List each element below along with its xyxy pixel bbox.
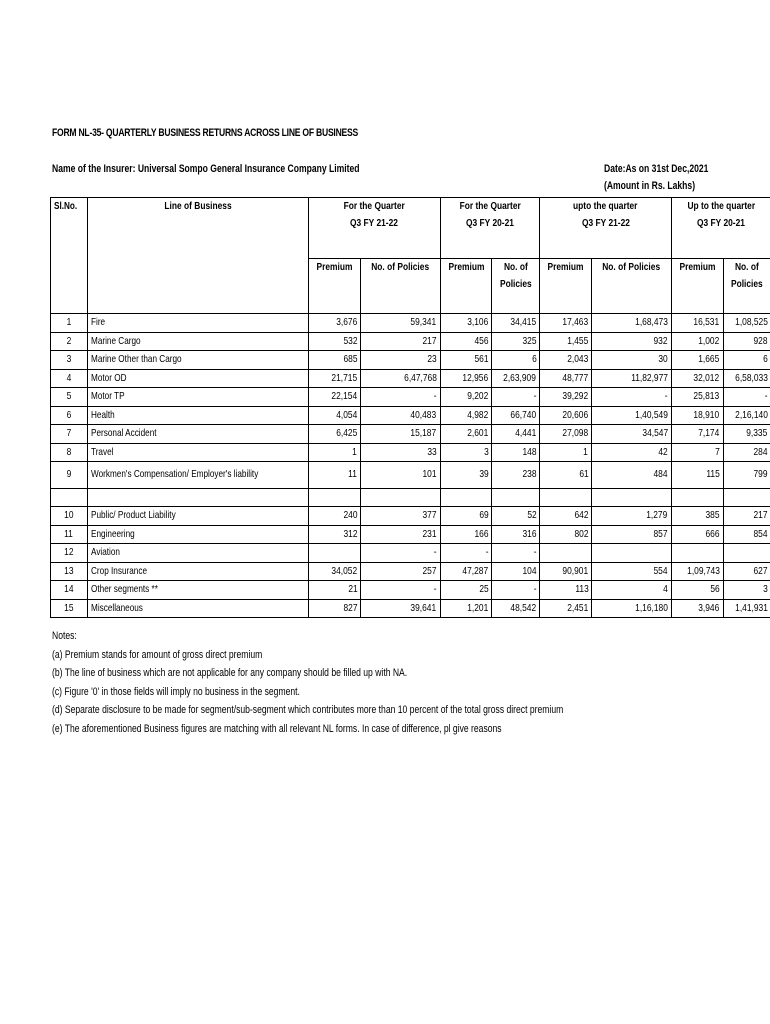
table-row xyxy=(51,406,770,425)
table-row xyxy=(51,507,770,526)
premium-cell: 312 xyxy=(309,525,361,544)
premium-cell: 17,463 xyxy=(540,314,592,333)
premium-cell: 532 xyxy=(309,332,361,351)
premium-cell: 12,956 xyxy=(440,369,492,388)
premium-cell: 3,106 xyxy=(440,314,492,333)
policies-cell: 48,542 xyxy=(492,599,540,618)
policies-cell: - xyxy=(361,388,440,407)
policies-cell: 42 xyxy=(592,443,671,462)
row-sl-no: 4 xyxy=(51,369,88,388)
premium-cell: 20,606 xyxy=(540,406,592,425)
date-label: Date:As on 31st Dec,2021 xyxy=(604,163,709,175)
premium-cell: 7 xyxy=(671,443,723,462)
policies-cell: 39,641 xyxy=(361,599,440,618)
policies-cell: 325 xyxy=(492,332,540,351)
group-header-upto-fy2122: upto the quarter Q3 FY 21-22 xyxy=(540,198,671,259)
policies-cell: 284 xyxy=(723,443,770,462)
row-line-of-business: Travel xyxy=(87,443,308,462)
row-line-of-business: Aviation xyxy=(87,544,308,563)
policies-cell: 34,415 xyxy=(492,314,540,333)
policies-cell: 238 xyxy=(492,462,540,489)
row-sl-no: 1 xyxy=(51,314,88,333)
policies-cell: 52 xyxy=(492,507,540,526)
policies-cell: 2,63,909 xyxy=(492,369,540,388)
table-row xyxy=(51,581,770,600)
policies-cell: - xyxy=(492,388,540,407)
spacer-row xyxy=(51,489,770,507)
policies-header: No. of Policies xyxy=(492,259,540,314)
premium-cell: 115 xyxy=(671,462,723,489)
premium-cell: - xyxy=(440,544,492,563)
policies-cell: 3 xyxy=(723,581,770,600)
table-row xyxy=(51,369,770,388)
policies-cell: - xyxy=(492,544,540,563)
policies-cell: 23 xyxy=(361,351,440,370)
premium-header: Premium xyxy=(440,259,492,314)
premium-header: Premium xyxy=(671,259,723,314)
policies-cell: 101 xyxy=(361,462,440,489)
premium-cell: 2,043 xyxy=(540,351,592,370)
row-sl-no: 8 xyxy=(51,443,88,462)
premium-header: Premium xyxy=(540,259,592,314)
policies-cell: 11,82,977 xyxy=(592,369,671,388)
table-row xyxy=(51,332,770,351)
table-row xyxy=(51,314,770,333)
premium-cell: 2,451 xyxy=(540,599,592,618)
table-row xyxy=(51,562,770,581)
premium-cell: 166 xyxy=(440,525,492,544)
row-line-of-business: Personal Accident xyxy=(87,425,308,444)
row-sl-no: 12 xyxy=(51,544,88,563)
group-header-q3-fy2122: For the Quarter Q3 FY 21-22 xyxy=(309,198,440,259)
table-row xyxy=(51,544,770,563)
policies-cell: - xyxy=(723,388,770,407)
row-sl-no: 6 xyxy=(51,406,88,425)
row-line-of-business: Motor OD xyxy=(87,369,308,388)
table-row xyxy=(51,425,770,444)
premium-cell: 1,201 xyxy=(440,599,492,618)
policies-cell: 316 xyxy=(492,525,540,544)
premium-cell: 2,601 xyxy=(440,425,492,444)
table-row xyxy=(51,462,770,489)
policies-header: No. of Policies xyxy=(723,259,770,314)
note-item: (b) The line of business which are not applicable for any company should be filled up with NA. xyxy=(52,667,408,679)
premium-cell: 25,813 xyxy=(671,388,723,407)
notes-heading: Notes: xyxy=(52,630,77,642)
premium-header: Premium xyxy=(309,259,361,314)
policies-cell: 928 xyxy=(723,332,770,351)
row-sl-no: 5 xyxy=(51,388,88,407)
policies-cell: 257 xyxy=(361,562,440,581)
row-line-of-business: Miscellaneous xyxy=(87,599,308,618)
policies-cell: 40,483 xyxy=(361,406,440,425)
policies-cell: - xyxy=(361,581,440,600)
policies-cell: 34,547 xyxy=(592,425,671,444)
business-returns-table xyxy=(50,197,770,618)
row-line-of-business: Marine Other than Cargo xyxy=(87,351,308,370)
policies-cell: 484 xyxy=(592,462,671,489)
policies-cell: 6,58,033 xyxy=(723,369,770,388)
sl-no-header: Sl.No. xyxy=(51,198,88,259)
policies-cell: 6 xyxy=(723,351,770,370)
insurer-name: Name of the Insurer: Universal Sompo General Insurance Company Limited xyxy=(52,163,360,175)
policies-cell: 1,16,180 xyxy=(592,599,671,618)
premium-cell: 561 xyxy=(440,351,492,370)
premium-cell: 4,054 xyxy=(309,406,361,425)
premium-cell: 3,946 xyxy=(671,599,723,618)
policies-cell: 1,68,473 xyxy=(592,314,671,333)
policies-cell: 9,335 xyxy=(723,425,770,444)
premium-cell: 642 xyxy=(540,507,592,526)
premium-cell: 25 xyxy=(440,581,492,600)
table-row xyxy=(51,525,770,544)
policies-cell: 799 xyxy=(723,462,770,489)
policies-cell: 854 xyxy=(723,525,770,544)
policies-cell: 6,47,768 xyxy=(361,369,440,388)
premium-cell: 385 xyxy=(671,507,723,526)
premium-cell: 1,455 xyxy=(540,332,592,351)
premium-cell xyxy=(671,544,723,563)
row-line-of-business: Engineering xyxy=(87,525,308,544)
policies-cell: - xyxy=(592,388,671,407)
premium-cell: 1 xyxy=(309,443,361,462)
policies-header: No. of Policies xyxy=(361,259,440,314)
premium-cell xyxy=(540,544,592,563)
row-line-of-business: Other segments ** xyxy=(87,581,308,600)
row-sl-no: 15 xyxy=(51,599,88,618)
policies-cell: - xyxy=(492,581,540,600)
line-of-business-header: Line of Business xyxy=(87,198,308,259)
premium-cell: 69 xyxy=(440,507,492,526)
row-sl-no: 7 xyxy=(51,425,88,444)
premium-cell: 27,098 xyxy=(540,425,592,444)
row-line-of-business: Fire xyxy=(87,314,308,333)
premium-cell: 3,676 xyxy=(309,314,361,333)
row-sl-no: 2 xyxy=(51,332,88,351)
premium-cell: 56 xyxy=(671,581,723,600)
policies-cell: 15,187 xyxy=(361,425,440,444)
table-row xyxy=(51,599,770,618)
policies-cell: 33 xyxy=(361,443,440,462)
premium-cell: 22,154 xyxy=(309,388,361,407)
table-row xyxy=(51,351,770,370)
row-line-of-business: Public/ Product Liability xyxy=(87,507,308,526)
form-title: FORM NL-35- QUARTERLY BUSINESS RETURNS ACROSS LINE OF BUSINESS xyxy=(52,127,359,139)
policies-cell: 4 xyxy=(592,581,671,600)
premium-cell: 1,665 xyxy=(671,351,723,370)
premium-cell: 6,425 xyxy=(309,425,361,444)
amount-label: (Amount in Rs. Lakhs) xyxy=(604,180,696,192)
premium-cell: 7,174 xyxy=(671,425,723,444)
row-sl-no: 3 xyxy=(51,351,88,370)
policies-cell: 2,16,140 xyxy=(723,406,770,425)
policies-cell xyxy=(723,544,770,563)
policies-cell: 30 xyxy=(592,351,671,370)
policies-cell: 932 xyxy=(592,332,671,351)
row-sl-no: 14 xyxy=(51,581,88,600)
premium-cell: 90,901 xyxy=(540,562,592,581)
policies-cell xyxy=(592,544,671,563)
premium-cell: 18,910 xyxy=(671,406,723,425)
premium-cell: 113 xyxy=(540,581,592,600)
row-line-of-business: Marine Cargo xyxy=(87,332,308,351)
policies-cell: 4,441 xyxy=(492,425,540,444)
premium-cell: 456 xyxy=(440,332,492,351)
policies-cell: 59,341 xyxy=(361,314,440,333)
premium-cell: 16,531 xyxy=(671,314,723,333)
policies-cell: 6 xyxy=(492,351,540,370)
policies-cell: 554 xyxy=(592,562,671,581)
premium-cell: 3 xyxy=(440,443,492,462)
premium-cell: 21,715 xyxy=(309,369,361,388)
premium-cell: 1,002 xyxy=(671,332,723,351)
group-header-q3-fy2021: For the Quarter Q3 FY 20-21 xyxy=(440,198,540,259)
policies-cell: 217 xyxy=(723,507,770,526)
premium-cell: 802 xyxy=(540,525,592,544)
premium-cell xyxy=(309,544,361,563)
premium-cell: 34,052 xyxy=(309,562,361,581)
premium-cell: 240 xyxy=(309,507,361,526)
premium-cell: 4,982 xyxy=(440,406,492,425)
policies-header: No. of Policies xyxy=(592,259,671,314)
row-sl-no: 10 xyxy=(51,507,88,526)
policies-cell: 1,41,931 xyxy=(723,599,770,618)
note-item: (a) Premium stands for amount of gross direct premium xyxy=(52,648,263,661)
notes-section xyxy=(52,627,563,738)
premium-cell: 827 xyxy=(309,599,361,618)
policies-cell: 231 xyxy=(361,525,440,544)
premium-cell: 666 xyxy=(671,525,723,544)
row-line-of-business: Health xyxy=(87,406,308,425)
note-item: (e) The aforementioned Business figures are matching with all relevant NL forms. In case of difference, pl give reasons xyxy=(52,722,502,735)
note-item: (c) Figure '0' in those fields will imply no business in the segment. xyxy=(52,685,300,698)
premium-cell: 48,777 xyxy=(540,369,592,388)
policies-cell: 217 xyxy=(361,332,440,351)
policies-cell: 627 xyxy=(723,562,770,581)
premium-cell: 39,292 xyxy=(540,388,592,407)
premium-cell: 61 xyxy=(540,462,592,489)
policies-cell: 1,08,525 xyxy=(723,314,770,333)
table-row xyxy=(51,388,770,407)
row-line-of-business: Workmen's Compensation/ Employer's liability xyxy=(87,462,308,489)
row-line-of-business: Crop Insurance xyxy=(87,562,308,581)
row-sl-no: 11 xyxy=(51,525,88,544)
policies-cell: 66,740 xyxy=(492,406,540,425)
premium-cell: 1 xyxy=(540,443,592,462)
row-line-of-business: Motor TP xyxy=(87,388,308,407)
table-row xyxy=(51,443,770,462)
policies-cell: 104 xyxy=(492,562,540,581)
row-sl-no: 13 xyxy=(51,562,88,581)
policies-cell: 857 xyxy=(592,525,671,544)
premium-cell: 9,202 xyxy=(440,388,492,407)
row-sl-no: 9 xyxy=(51,462,88,489)
group-header-upto-fy2021: Up to the quarter Q3 FY 20-21 xyxy=(671,198,770,259)
policies-cell: 1,40,549 xyxy=(592,406,671,425)
policies-cell: 1,279 xyxy=(592,507,671,526)
premium-cell: 47,287 xyxy=(440,562,492,581)
premium-cell: 1,09,743 xyxy=(671,562,723,581)
premium-cell: 21 xyxy=(309,581,361,600)
policies-cell: 377 xyxy=(361,507,440,526)
premium-cell: 685 xyxy=(309,351,361,370)
premium-cell: 32,012 xyxy=(671,369,723,388)
policies-cell: 148 xyxy=(492,443,540,462)
premium-cell: 39 xyxy=(440,462,492,489)
premium-cell: 11 xyxy=(309,462,361,489)
policies-cell: - xyxy=(361,544,440,563)
note-item: (d) Separate disclosure to be made for segment/sub-segment which contributes more than 10 percent of the total gross direct premium xyxy=(52,704,564,716)
